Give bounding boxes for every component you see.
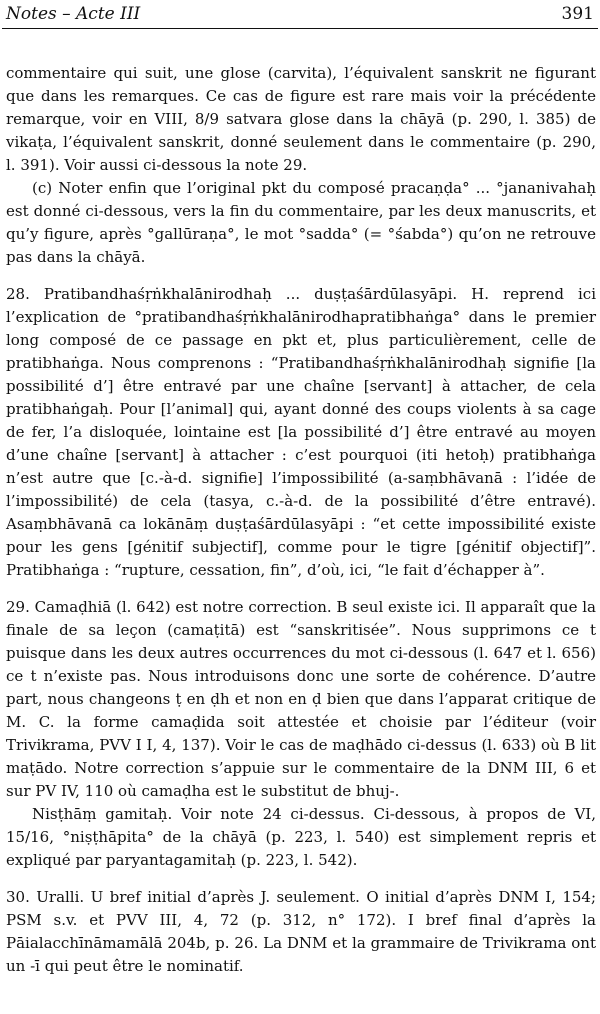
running-title: Notes – Acte III — [6, 4, 141, 24]
note-28: 28. Pratibandhaśṛṅkhalānirodhaḥ ... duṣṭaśārdūlasyāpi. H. reprend ici l’explication de °pratibandhaśṛṅkhalānirodhapratibhaṅga° dans le premier long composé de ce passage en pkt et, plus particulièrement, celle de pratibhaṅga. Nous comprenons : “Pratibandhaśṛṅkhalānirodhaḥ signifie [la possibilité d’] être entravé par une chaîne [servant] à attacher, de cela pratibhaṅgaḥ. Pour [l’animal] qui, ayant donné des coups violents à sa cage de fer, l’a disloquée, lointaine est [la possibilité d’] être entravé au moyen d’une chaîne [servant] à attacher : c’est pourquoi (iti hetoḥ) pratibhaṅga n’est autre que [c.-à-d. signifie] l’impossibilité (a-saṃbhāvanā : l’idée de l’impossibilité) de cela (tasya, c.-à-d. de la possibilité d’être entravé). Asaṃbhāvanā ca lokānāṃ duṣṭaśārdūlasyāpi : “et cette impossibilité existe pour les gens [génitif subjectif], comme pour le tigre [génitif objectif]”. Pratibhaṅga : “rupture, cessation, fin”, d’où, ici, “le fait d’échapper à”. — [6, 285, 596, 579]
running-header — [2, 1, 598, 27]
note-29: 29. Camaḍhiā (l. 642) est notre correction. B seul existe ici. Il apparaît que la finale de sa leçon (camaṭitā) est “sanskritisée”. Nous supprimons ce t puisque dans les deux autres occurrences du mot ci-dessous (l. 647 et l. 656) ce t n’existe pas. Nous introduisons donc une sorte de cohérence. D’autre part, nous changeons ṭ en ḍh et non en ḍ bien que dans l’apparat critique de M. C. la forme camaḍida soit attestée et choisie par l’éditeur (voir Trivikrama, PVV I I, 4, 137). Voir le cas de maḍhādo ci-dessus (l. 633) où B lit maṭādo. Notre correction s’appuie sur le commentaire de la DNM III, 6 et sur PV IV, 110 où camaḍha est le substitut de bhuj-. — [6, 598, 596, 800]
note-29-continued: Nisṭhāṃ gamitaḥ. Voir note 24 ci-dessus. Ci-dessous, à propos de VI, 15/16, °niṣṭhāpita° de la chāyā (p. 223, l. 540) est simplement repris et expliqué par paryantagamitaḥ (p. 223, l. 542). — [6, 805, 596, 869]
header-rule — [2, 28, 598, 29]
paragraph-c: (c) Noter enfin que l’original pkt du composé pracaṇḍa° ... °jananivahaḥ est donné ci-dessous, vers la fin du commentaire, par les deux manuscrits, et qu’y figure, après °gallūraṇa°, le mot °sadda° (= °śabda°) qu’on ne retrouve pas dans la chāyā. — [6, 179, 596, 266]
notes-body — [6, 62, 596, 978]
spacer — [6, 269, 596, 283]
paragraph-continuation: commentaire qui suit, une glose (carvita), l’équivalent sanskrit ne figurant que dans les remarques. Ce cas de figure est rare mais voir la précédente remarque, voir en VIII, 8/9 satvara glose dans la chāyā (p. 290, l. 385) de vikaṭa, l’équivalent sanskrit, donné seulement dans le commentaire (p. 290, l. 391). Voir aussi ci-dessous la note 29. — [6, 64, 596, 174]
note-30: 30. Uralli. U bref initial d’après J. seulement. O initial d’après DNM I, 154; PSM s.v. et PVV III, 4, 72 (p. 312, n° 172). I bref final d’après la Pāialacchīnāmamālā 204b, p. 26. La DNM et la grammaire de Trivikrama ont un -ī qui peut être le nominatif. — [6, 888, 596, 975]
spacer — [6, 872, 596, 886]
spacer — [6, 582, 596, 596]
page-number: 391 — [561, 4, 594, 24]
